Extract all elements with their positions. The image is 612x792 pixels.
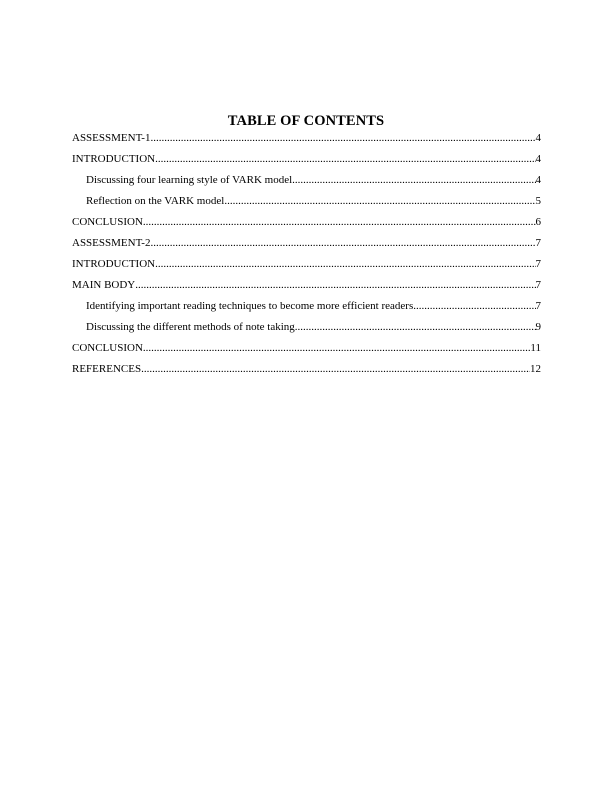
toc-dot-leader <box>135 275 535 296</box>
toc-entry[interactable] <box>72 128 541 149</box>
toc-entry-page-number: 9 <box>535 321 541 333</box>
toc-entry[interactable] <box>72 338 541 359</box>
toc-entry-page-number: 12 <box>530 363 541 375</box>
toc-entry-label: MAIN BODY <box>72 279 136 291</box>
toc-dot-leader <box>141 359 530 380</box>
toc-dot-leader <box>150 128 535 149</box>
toc-title: TABLE OF CONTENTS <box>227 113 385 129</box>
toc-entry-label: ASSESSMENT-2 <box>72 237 151 249</box>
toc-dot-leader <box>413 296 535 317</box>
toc-entry-page-number: 4 <box>535 132 541 144</box>
toc-entry[interactable] <box>72 275 541 296</box>
toc-dot-leader <box>155 149 535 170</box>
toc-dot-leader <box>155 254 535 275</box>
toc-entry-page-number: 7 <box>535 258 541 270</box>
toc-entry-page-number: 6 <box>535 216 541 228</box>
toc-entry[interactable] <box>72 296 541 317</box>
toc-entry[interactable] <box>72 149 541 170</box>
toc-entry[interactable] <box>72 254 541 275</box>
toc-entry-label: ASSESSMENT-1 <box>72 132 151 144</box>
toc-entry-page-number: 7 <box>535 279 541 291</box>
toc-dot-leader <box>295 317 536 338</box>
toc-entry-page-number: 7 <box>535 237 541 249</box>
toc-dot-leader <box>143 212 536 233</box>
toc-entry-label: Reflection on the VARK model <box>86 195 225 207</box>
toc-entry-page-number: 7 <box>535 300 541 312</box>
toc-entry-label: CONCLUSION <box>72 342 143 354</box>
toc-entry-page-number: 11 <box>530 342 541 354</box>
toc-entry[interactable] <box>72 191 541 212</box>
toc-dot-leader <box>224 191 535 212</box>
toc-entry-page-number: 4 <box>535 174 541 186</box>
toc-entry[interactable] <box>72 170 541 191</box>
toc-list <box>72 128 541 380</box>
toc-entry-label: REFERENCES <box>72 363 142 375</box>
toc-entry[interactable] <box>72 359 541 380</box>
toc-dot-leader <box>143 338 531 359</box>
toc-entry-label: Identifying important reading techniques to become more efficient readers <box>86 300 414 312</box>
toc-entry-label: Discussing four learning style of VARK model <box>86 174 293 186</box>
toc-entry-label: INTRODUCTION <box>72 153 156 165</box>
toc-dot-leader <box>292 170 535 191</box>
toc-entry-label: Discussing the different methods of note taking <box>86 321 295 333</box>
toc-entry-label: CONCLUSION <box>72 216 143 228</box>
toc-entry[interactable] <box>72 317 541 338</box>
toc-entry-label: INTRODUCTION <box>72 258 156 270</box>
toc-entry-page-number: 5 <box>535 195 541 207</box>
toc-dot-leader <box>150 233 535 254</box>
toc-entry-page-number: 4 <box>535 153 541 165</box>
toc-entry[interactable] <box>72 233 541 254</box>
toc-entry[interactable] <box>72 212 541 233</box>
